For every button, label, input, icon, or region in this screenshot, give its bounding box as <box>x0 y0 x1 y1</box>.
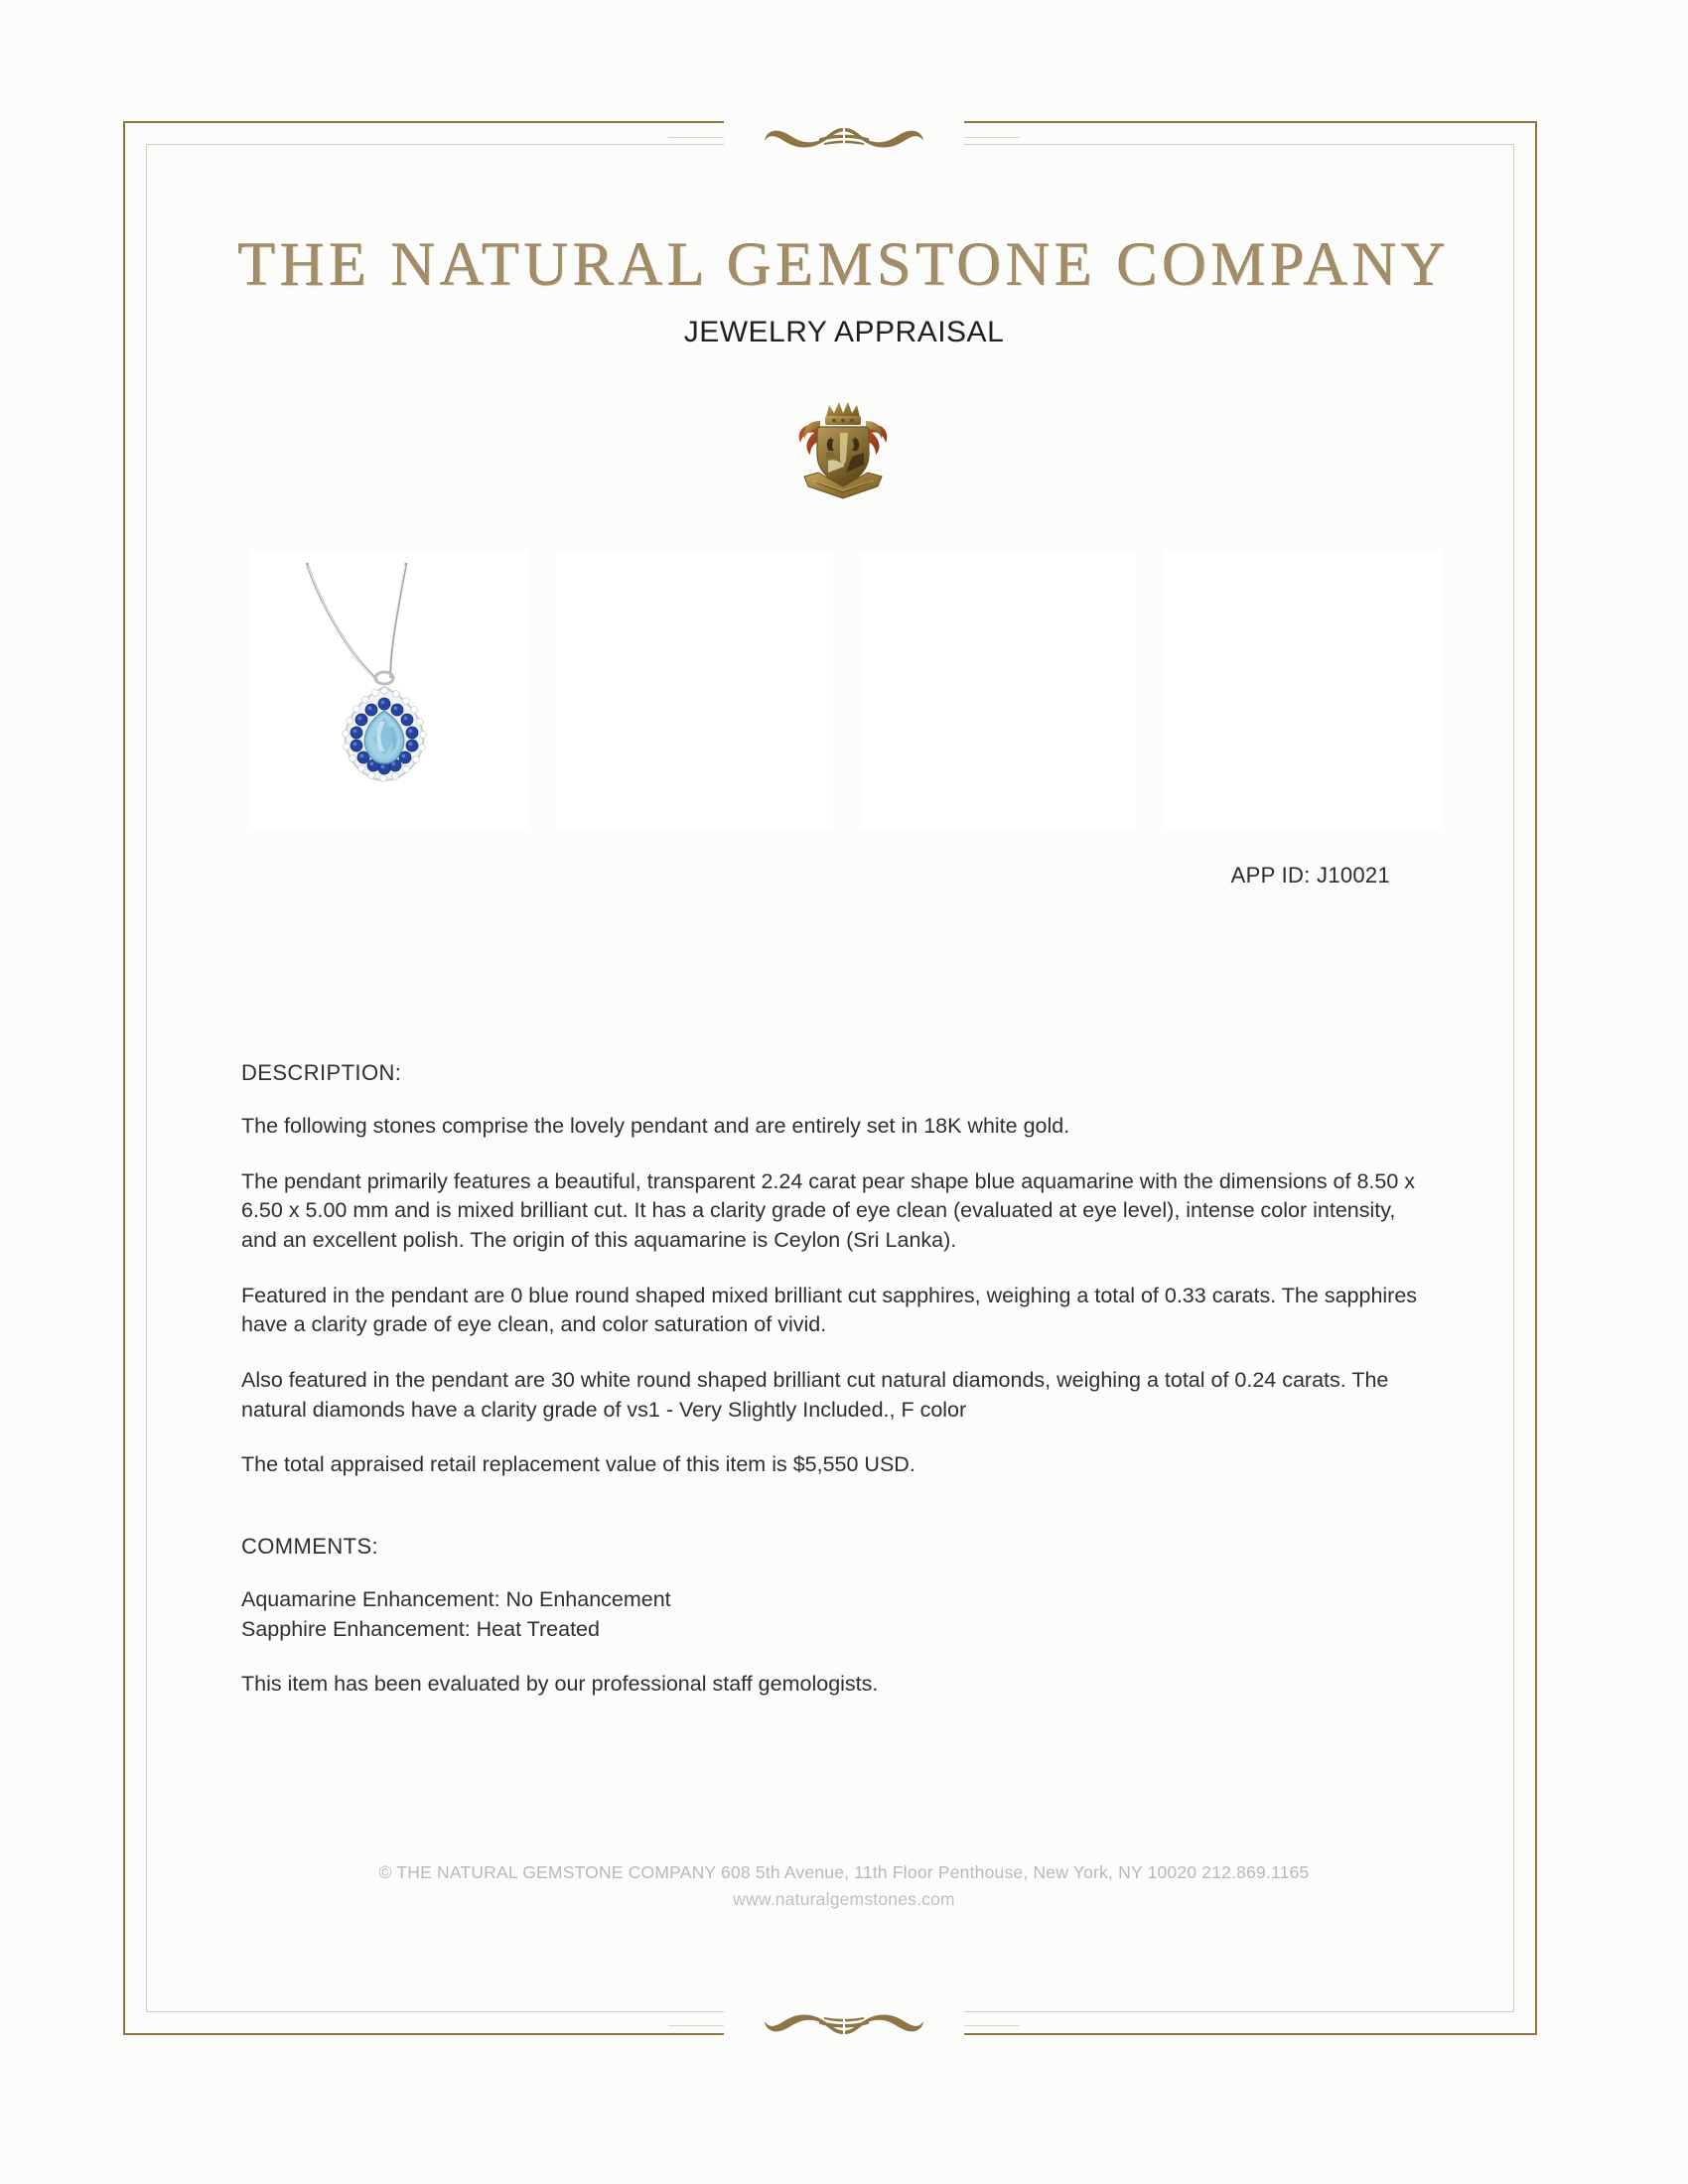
ornament-rule-right-bottom <box>964 2025 1020 2026</box>
product-photo-placeholder-2[interactable] <box>555 551 833 829</box>
ornament-rule-left-bottom <box>668 2025 724 2026</box>
product-photo-placeholder-4[interactable] <box>1164 551 1442 829</box>
page-footer <box>0 1859 1688 1913</box>
appraisal-content <box>241 1060 1433 1700</box>
flourish-ornament-bottom <box>724 2008 964 2042</box>
description-paragraph-3: Featured in the pendant are 0 blue round shaped mixed brilliant cut sapphires, weighing a total of 0.33 carats. The sapphires have a clarity grade of eye clean, and color saturation of vivid. <box>241 1283 1418 1337</box>
description-label: DESCRIPTION: <box>241 1060 402 1085</box>
footer-address-line: © THE NATURAL GEMSTONE COMPANY 608 5th Avenue, 11th Floor Penthouse, New York, NY 10020 212.869.1165 <box>378 1862 1310 1882</box>
ornament-rule-left <box>668 137 724 138</box>
product-image-strip <box>250 551 1442 829</box>
comments-label: COMMENTS: <box>241 1533 379 1559</box>
flourish-icon <box>740 120 948 154</box>
top-ornament-band <box>0 109 1688 165</box>
comment-line-sapphire: Sapphire Enhancement: Heat Treated <box>241 1616 600 1641</box>
description-paragraph-4: Also featured in the pendant are 30 white round shaped brilliant cut natural diamonds, weighing a total of 0.24 carats. The natural diamonds have a clarity grade of vs1 - Very Slightly Included., F color <box>241 1367 1389 1422</box>
description-paragraph-2: The pendant primarily features a beautiful, transparent 2.24 carat pear shape blue aquamarine with the dimensions of 8.50 x 6.50 x 5.00 mm and is mixed brilliant cut. It has a clarity grade of eye clean (evaluated at eye level), intense color intensity, and an excellent polish. The origin of this aquamarine is Ceylon (Sri Lanka). <box>241 1168 1416 1252</box>
pendant-photo <box>250 551 528 829</box>
flourish-icon <box>740 2008 948 2042</box>
flourish-ornament-top <box>724 120 964 154</box>
heraldic-crest-icon <box>782 395 904 506</box>
ornament-rule-right <box>964 137 1020 138</box>
product-photo-placeholder-3[interactable] <box>860 551 1138 829</box>
document-subtitle: JEWELRY APPRAISAL <box>683 316 1005 348</box>
footer-website-link[interactable]: www.naturalgemstones.com <box>733 1889 955 1910</box>
comment-line-aquamarine: Aquamarine Enhancement: No Enhancement <box>241 1586 671 1611</box>
appraised-value-paragraph: The total appraised retail replacement value of this item is $5,550 USD. <box>241 1452 915 1477</box>
description-paragraph-1: The following stones comprise the lovely pendant and are entirely set in 18K white gold. <box>241 1114 1070 1138</box>
comments-section <box>241 1534 1433 1700</box>
comment-lines <box>241 1585 1433 1644</box>
app-id-label: APP ID: J10021 <box>1230 863 1390 887</box>
product-photo-primary[interactable] <box>250 551 528 829</box>
comments-closing-statement: This item has been evaluated by our professional staff gemologists. <box>241 1672 879 1697</box>
bottom-ornament-band <box>0 1997 1688 2053</box>
company-title: THE NATURAL GEMSTONE COMPANY <box>237 231 1451 299</box>
